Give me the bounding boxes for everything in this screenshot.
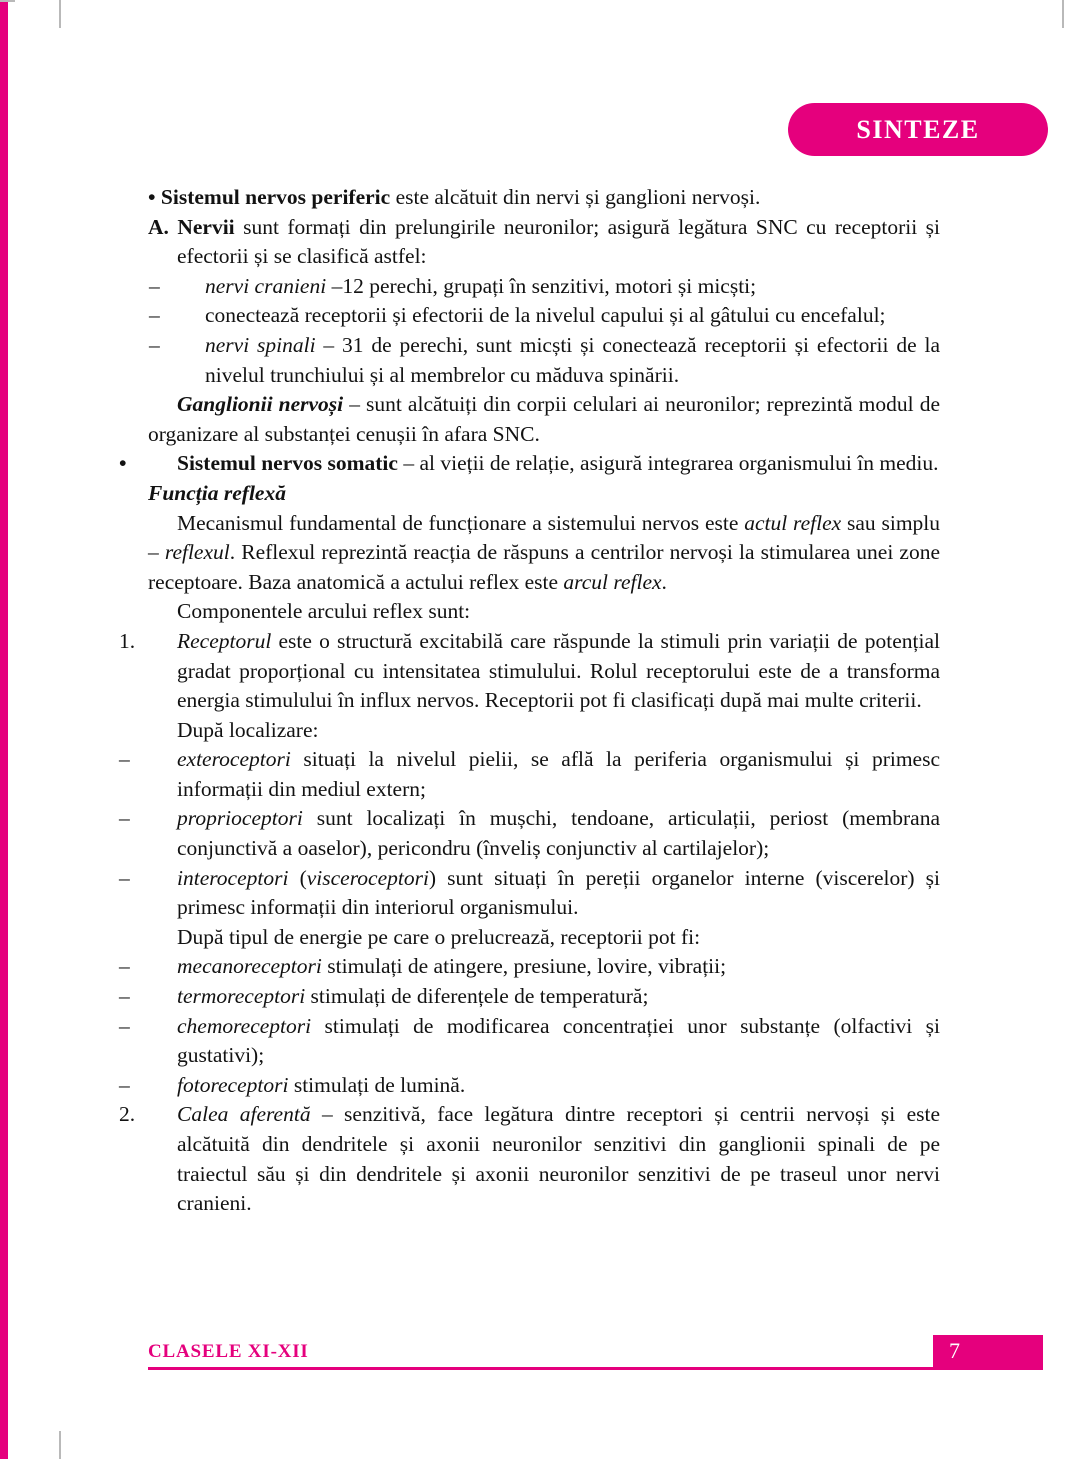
text-segment: (	[288, 865, 307, 890]
paragraph	[119, 864, 940, 923]
text-segment: –	[149, 332, 160, 357]
text-segment: –	[149, 273, 160, 298]
crop-mark	[59, 0, 61, 28]
paragraph	[148, 390, 940, 449]
paragraph	[148, 716, 940, 746]
paragraph	[148, 597, 940, 627]
crop-mark	[59, 1431, 61, 1459]
text-segment: chemoreceptori	[177, 1013, 312, 1038]
paragraph	[148, 509, 940, 598]
text-segment: Mecanismul fundamental de funcționare a sistemului nervos este	[177, 510, 745, 535]
paragraph	[148, 272, 940, 302]
text-segment: –12 perechi, grupați în senzitivi, motori și micști;	[326, 273, 757, 298]
text-segment: arcul reflex	[563, 569, 662, 594]
paragraph	[119, 745, 940, 804]
paragraph	[119, 804, 940, 863]
text-segment: A. Nervii	[148, 214, 235, 239]
paragraph	[148, 923, 940, 953]
text-segment: –	[119, 954, 130, 979]
page-number: 7	[949, 1338, 960, 1363]
paragraph	[148, 331, 940, 390]
paragraph	[148, 183, 940, 213]
paragraph	[148, 213, 940, 272]
document-body	[119, 183, 941, 1219]
text-segment: Calea aferentă	[177, 1102, 311, 1127]
text-segment: fotoreceptori	[177, 1072, 289, 1097]
text-segment: sunt formați din prelungirile neuronilor; asigură legătura SNC cu receptorii și efectorii și se clasifică astfel:	[177, 214, 940, 269]
text-segment: actul reflex	[744, 510, 842, 535]
text-segment: 2.	[119, 1102, 136, 1127]
text-segment: nervi cranieni	[205, 273, 327, 298]
paragraph	[119, 1100, 940, 1218]
text-segment: –	[149, 303, 160, 328]
paragraph	[119, 1012, 940, 1071]
section-tab	[788, 103, 1048, 156]
text-segment: situați la nivelul pielii, se află la periferia organismului și primesc informații din mediul extern;	[177, 747, 940, 801]
text-segment: După localizare:	[177, 717, 319, 742]
text-segment: stimulați de diferențele de temperatură;	[305, 984, 649, 1009]
text-segment: –	[119, 865, 130, 890]
text-segment: reflexul	[164, 540, 230, 565]
crop-mark	[1062, 0, 1064, 28]
text-segment: Funcția reflexă	[148, 480, 286, 505]
text-segment: stimulați de modificarea concentrației unor substanțe (olfactivi și gustativi);	[177, 1013, 940, 1068]
text-segment: interoceptori	[177, 865, 289, 890]
text-segment: Sistemul nervos periferic	[160, 185, 391, 209]
footer-rule	[148, 1367, 1043, 1370]
text-segment: sau simplu –	[148, 510, 941, 565]
paragraph	[119, 952, 940, 982]
page-number-badge	[933, 1335, 1043, 1367]
text-segment: – sunt alcătuiți din corpii celulari ai neuronilor; reprezintă modul de organizare al substanței cenușii în afara SNC.	[148, 392, 940, 446]
text-segment: stimulați de atingere, presiune, lovire, vibrații;	[321, 954, 727, 979]
paragraph	[148, 479, 940, 509]
text-segment: . Reflexul reprezintă reacția de răspuns a centrilor nervoși la stimularea unei zone receptoare. Baza anatomică a actului reflex este	[148, 540, 941, 594]
text-segment: –	[119, 1072, 130, 1097]
text-segment: –	[119, 984, 130, 1009]
text-segment: Sistemul nervos somatic	[177, 451, 398, 476]
text-segment: nervi spinali	[205, 332, 316, 357]
text-segment: exteroceptori	[177, 747, 291, 772]
text-segment: – senzitivă, face legătura dintre receptori și centrii nervoși și este alcătuită din dendritele și axonii neuronilor senzitivi din ganglionii spinali de pe traiectul său și din dendritele și axonii neuronilor senzitivi de pe traseul unor nervi cranieni.	[177, 1102, 940, 1216]
section-tab-label: SINTEZE	[856, 114, 980, 144]
footer-edition-label: CLASELE XI-XII	[148, 1341, 309, 1362]
text-segment: visceroceptori	[306, 865, 429, 890]
text-segment: termoreceptori	[177, 984, 306, 1009]
text-segment: sunt localizați în mușchi, tendoane, articulații, periost (membrana conjunctivă a oaselor), pericondru (înveliș conjunctiv al cartilajelor);	[177, 806, 940, 861]
crop-mark	[0, 0, 15, 2]
text-segment: – al vieții de relație, asigură integrarea organismului în mediu.	[397, 451, 939, 476]
paragraph	[148, 301, 940, 331]
text-segment: –	[119, 806, 130, 831]
text-segment: •	[119, 451, 127, 476]
page-spine-accent	[0, 0, 8, 1459]
paragraph	[119, 1071, 940, 1101]
text-segment: mecanoreceptori	[177, 954, 322, 979]
paragraph	[119, 449, 940, 479]
text-segment: conectează receptorii și efectorii de la nivelul capului și al gâtului cu encefalul;	[205, 303, 886, 328]
text-segment: Receptorul	[177, 628, 272, 653]
text-segment: După tipul de energie pe care o prelucrează, receptorii pot fi:	[177, 924, 701, 949]
paragraph	[119, 627, 940, 716]
text-segment: •	[148, 185, 161, 209]
text-segment: –	[119, 747, 130, 772]
text-segment: este o structură excitabilă care răspunde la stimuli prin variații de potențial gradat proporțional cu intensitatea stimulului. Rolul receptorului este de a transforma energia stimulului în influx nervos. Receptorii pot fi clasificați după mai multe criterii.	[177, 628, 940, 713]
text-segment: – 31 de perechi, sunt micști și conectează receptorii și efectorii de la nivelul trunchiului și al membrelor cu măduva spinării.	[205, 332, 940, 387]
text-segment: ) sunt situați în pereții organelor interne (viscerelor) și primesc informații din interiorul organismului.	[177, 865, 940, 920]
text-segment: stimulați de lumină.	[288, 1072, 466, 1097]
text-segment: proprioceptori	[177, 806, 303, 831]
text-segment: Ganglionii nervoși	[177, 392, 344, 417]
text-segment: –	[119, 1013, 130, 1038]
paragraph	[119, 982, 940, 1012]
text-segment: .	[661, 569, 667, 594]
text-segment: Componentele arcului reflex sunt:	[177, 599, 471, 624]
text-segment: 1.	[119, 628, 136, 653]
text-segment: este alcătuit din nervi și ganglioni nervoși.	[390, 185, 761, 209]
